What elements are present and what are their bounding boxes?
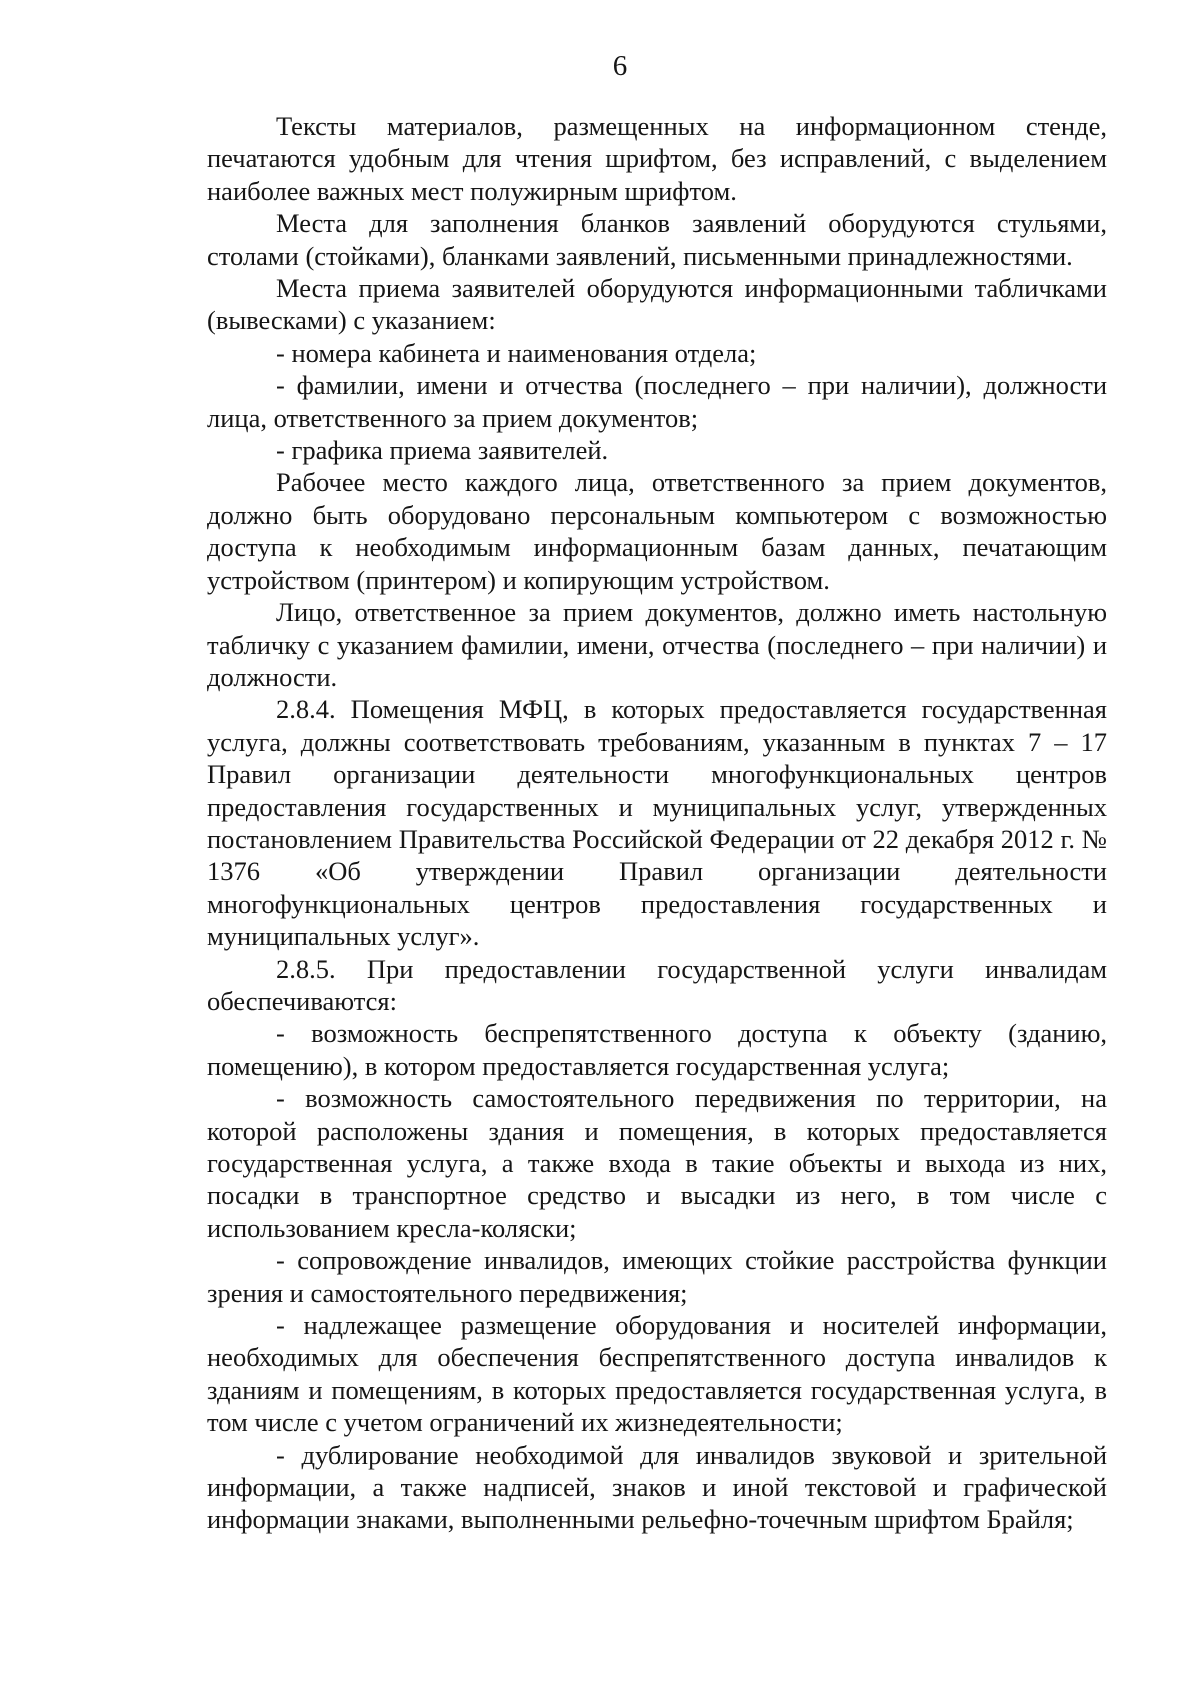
list-item-reception-schedule: - графика приема заявителей.	[276, 435, 609, 466]
paragraph-section-2-8-4: 2.8.4. Помещения МФЦ, в которых предоставляется государственная услуга, должны соответствовать требованиям, указанным в пунктах 7 – 17 Правил организации деятельности многофункциональных центров предоставления государственных и муниципальных услуг, утвержденных постановлением Правительства Российской Федерации от 22 декабря 2012 г. № 1376 «Об утверждении Правил организации деятельности многофункциональных центров предоставления государственных и муниципальных услуг».	[207, 694, 1107, 952]
list-item-room-number: - номера кабинета и наименования отдела;	[276, 337, 757, 368]
list-item-responsible-person: - фамилии, имени и отчества (последнего – при наличии), должности лица, ответственного за прием документов;	[207, 370, 1107, 433]
page-number: 6	[612, 50, 628, 82]
paragraph-desk-nameplate: Лицо, ответственное за прием документов, должно иметь настольную табличку с указанием фамилии, имени, отчества (последнего – при наличии) и должности.	[207, 597, 1107, 692]
list-item-escort: - сопровождение инвалидов, имеющих стойкие расстройства функции зрения и самостоятельного передвижения;	[207, 1245, 1107, 1308]
document-body	[207, 110, 1107, 1536]
list-item-equipment-placement: - надлежащее размещение оборудования и носителей информации, необходимых для обеспечения беспрепятственного доступа инвалидов к зданиям и помещениям, в которых предоставляется государственная услуга, в том числе с учетом ограничений их жизнедеятельности;	[207, 1310, 1107, 1438]
list-item-independent-movement: - возможность самостоятельного передвижения по территории, на которой расположены здания и помещения, в которых предоставляется государственная услуга, а также входа в такие объекты и выхода из них, посадки в транспортное средство и высадки из него, в том числе с использованием кресла-коляски;	[207, 1083, 1107, 1243]
paragraph-form-filling-places: Места для заполнения бланков заявлений оборудуются стульями, столами (стойками), бланками заявлений, письменными принадлежностями.	[207, 208, 1107, 271]
paragraph-stand-texts: Тексты материалов, размещенных на информационном стенде, печатаются удобным для чтения шрифтом, без исправлений, с выделением наиболее важных мест полужирным шрифтом.	[207, 111, 1107, 206]
paragraph-reception-places: Места приема заявителей оборудуются информационными табличками (вывесками) с указанием:	[207, 273, 1107, 336]
paragraph-section-2-8-5: 2.8.5. При предоставлении государственной услуги инвалидам обеспечиваются:	[207, 953, 1107, 1016]
paragraph-workplace-equipment: Рабочее место каждого лица, ответственного за прием документов, должно быть оборудовано персональным компьютером с возможностью доступа к необходимым информационным базам данных, печатающим устройством (принтером) и копирующим устройством.	[207, 467, 1107, 595]
list-item-unobstructed-access: - возможность беспрепятственного доступа к объекту (зданию, помещению), в котором предоставляется государственная услуга;	[207, 1018, 1107, 1081]
list-item-braille-duplication: - дублирование необходимой для инвалидов звуковой и зрительной информации, а также надписей, знаков и иной текстовой и графической информации знаками, выполненными рельефно-точечным шрифтом Брайля;	[207, 1439, 1107, 1535]
